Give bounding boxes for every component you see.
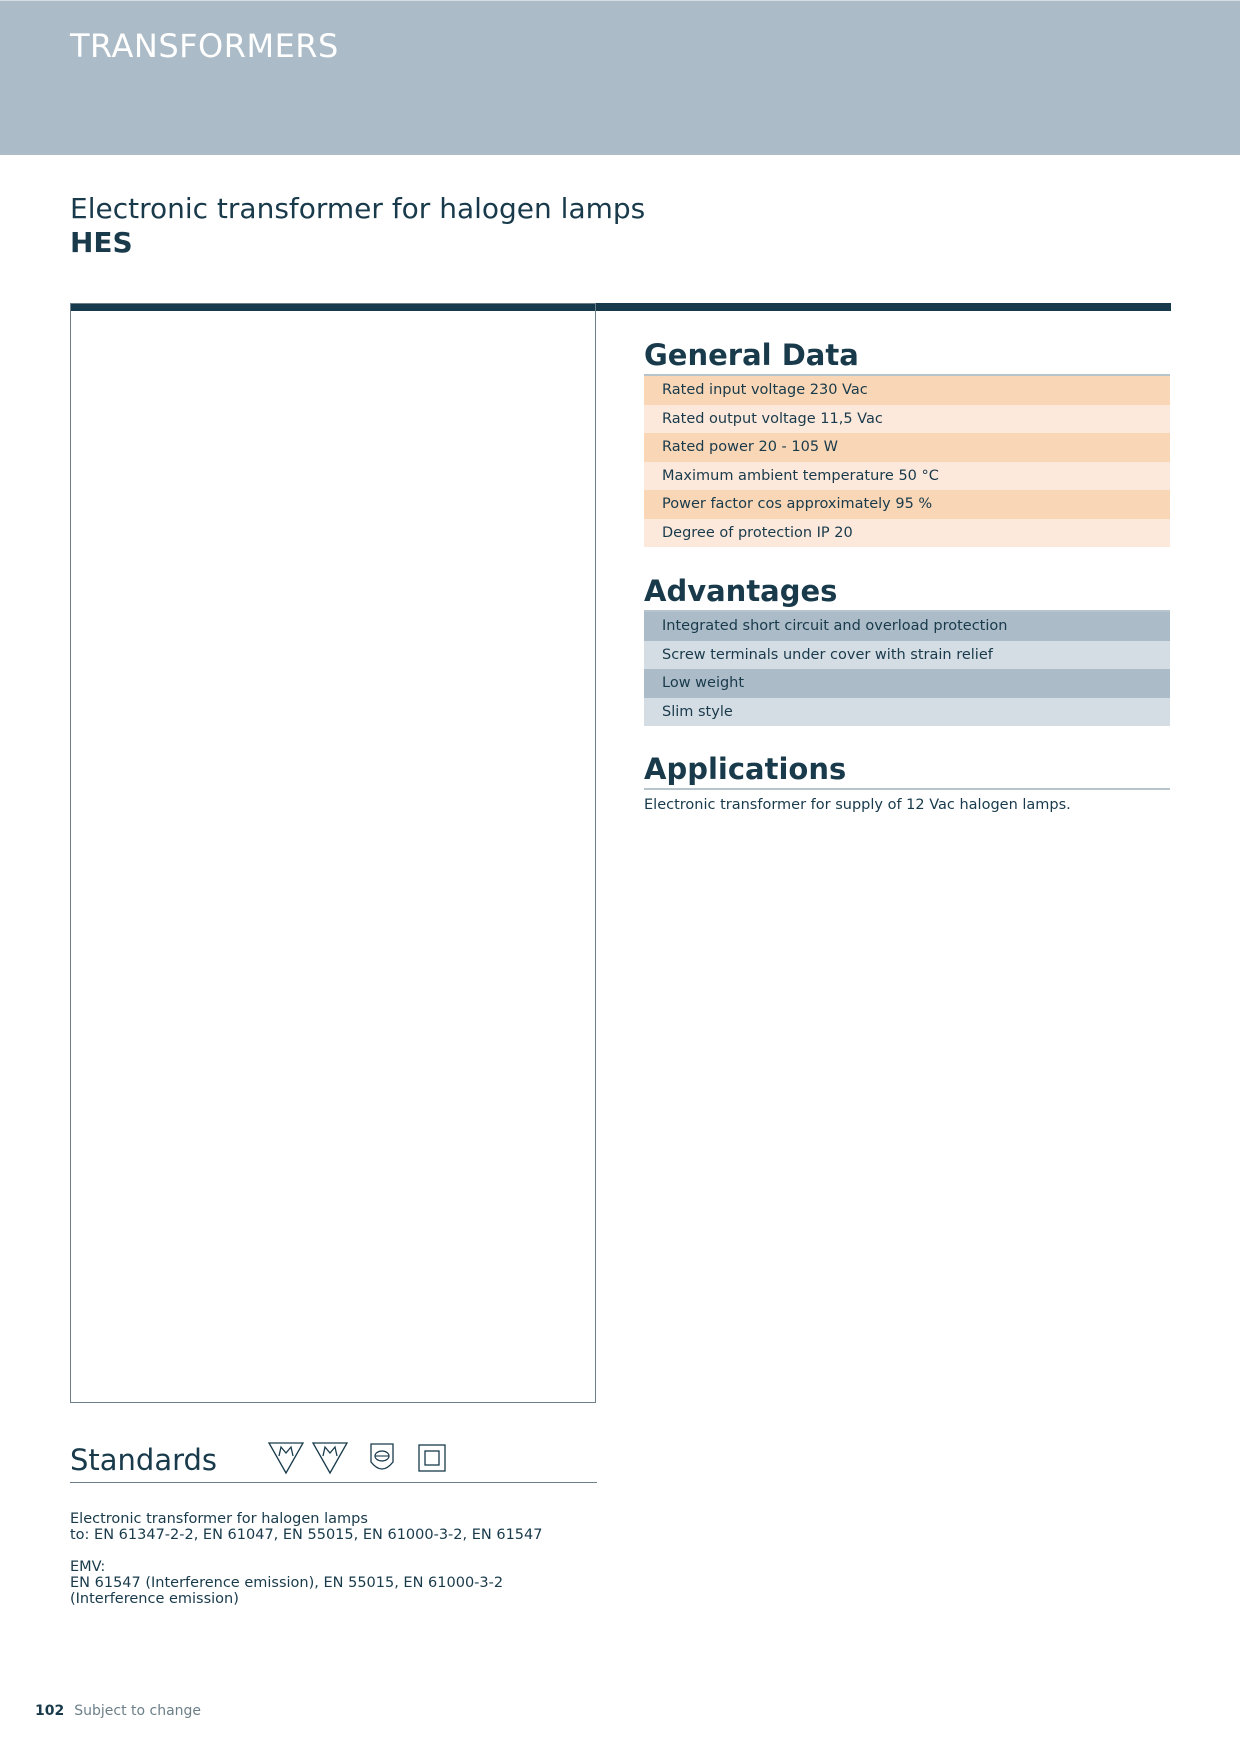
certification-marks bbox=[267, 1438, 449, 1478]
standards-line: Electronic transformer for halogen lamps bbox=[70, 1511, 368, 1527]
applications-heading: Applications bbox=[644, 752, 847, 786]
heading-rule bbox=[644, 788, 1170, 790]
table-row: Rated output voltage 11,5 Vac bbox=[644, 405, 1170, 434]
heading-rule bbox=[70, 1482, 597, 1483]
standards-line: to: EN 61347-2-2, EN 61047, EN 55015, EN 61000-3-2, EN 61547 bbox=[70, 1527, 543, 1543]
advantages-section bbox=[644, 573, 1170, 726]
emv-label: EMV: bbox=[70, 1559, 106, 1575]
table-row: Screw terminals under cover with strain relief bbox=[644, 641, 1170, 670]
emv-text: EN 61547 (Interference emission), EN 55015, EN 61000-3-2 (Interference emission) bbox=[70, 1575, 504, 1607]
page-number: 102 bbox=[35, 1703, 65, 1719]
product-image-frame bbox=[70, 303, 596, 1403]
table-row: Maximum ambient temperature 50 °C bbox=[644, 462, 1170, 491]
footer-note: Subject to change bbox=[74, 1703, 202, 1719]
table-row: Low weight bbox=[644, 669, 1170, 698]
standards-section bbox=[70, 1435, 597, 1607]
class-ii-double-insulation-icon bbox=[415, 1440, 449, 1476]
advantages-table bbox=[644, 612, 1170, 726]
table-row: Rated input voltage 230 Vac bbox=[644, 376, 1170, 405]
page-footer bbox=[35, 1703, 201, 1719]
applications-text: Electronic transformer for supply of 12 Vac halogen lamps. bbox=[644, 797, 1071, 813]
product-code: HES bbox=[70, 226, 133, 259]
table-row: Slim style bbox=[644, 698, 1170, 727]
m-mark-icon bbox=[267, 1440, 305, 1476]
standards-heading: Standards bbox=[70, 1443, 218, 1477]
table-row: Degree of protection IP 20 bbox=[644, 519, 1170, 548]
general-data-heading: General Data bbox=[644, 338, 859, 372]
vde-mark-icon bbox=[365, 1440, 399, 1476]
table-row: Integrated short circuit and overload protection bbox=[644, 612, 1170, 641]
general-data-section bbox=[644, 337, 1170, 547]
section-title: TRANSFORMERS bbox=[70, 27, 339, 65]
product-title: Electronic transformer for halogen lamps bbox=[70, 192, 646, 225]
applications-section bbox=[644, 751, 1170, 813]
standards-text bbox=[70, 1511, 597, 1607]
m-mark-icon bbox=[311, 1440, 349, 1476]
table-row: Power factor cos approximately 95 % bbox=[644, 490, 1170, 519]
advantages-heading: Advantages bbox=[644, 574, 838, 608]
table-row: Rated power 20 - 105 W bbox=[644, 433, 1170, 462]
header-band bbox=[0, 0, 1240, 155]
general-data-table bbox=[644, 376, 1170, 547]
